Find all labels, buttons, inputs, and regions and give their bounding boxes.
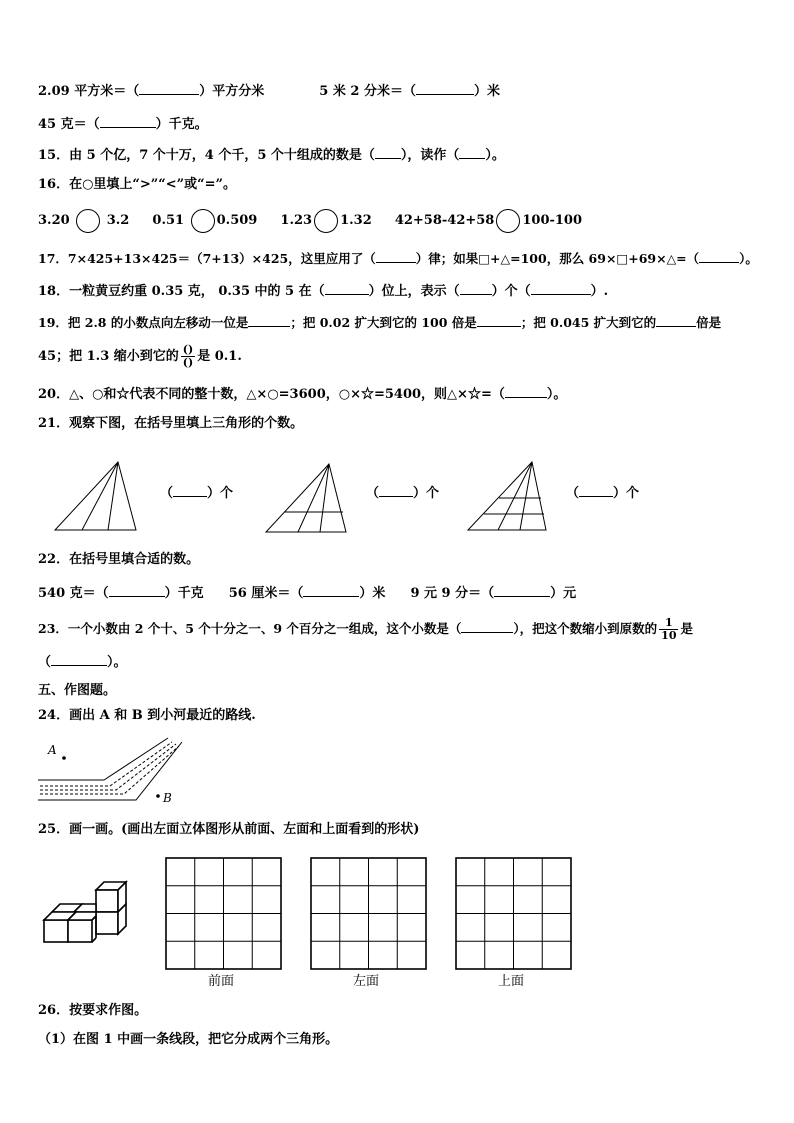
paren-open: （ (366, 486, 380, 501)
q24-prompt-text: 24．画出 A 和 B 到小河最近的路线. (38, 708, 256, 723)
section5-title-text: 五、作图题。 (38, 683, 117, 698)
grid-front[interactable] (165, 857, 283, 972)
q22a-blank[interactable] (109, 582, 165, 597)
q17-text-c: ）。 (739, 251, 758, 266)
triangle-figure-3 (464, 458, 554, 536)
paren-open: （ (566, 486, 580, 501)
q19-text-c: ；把 0.045 扩大到它的 (520, 315, 657, 330)
q16-item: 3.20 (38, 213, 70, 228)
q23-line2 (38, 651, 127, 673)
cube-solid (40, 876, 135, 946)
q15-text-b: ），读作（ (400, 148, 460, 163)
q22b-right: ）米 (359, 586, 386, 601)
q26-sub1-text: （1）在图 1 中画一条线段，把它分成两个三角形。 (38, 1032, 339, 1047)
q21-answer-1 (160, 482, 233, 504)
q15-text-c: ）。 (485, 148, 505, 163)
q14b-blank[interactable] (416, 80, 474, 95)
frac-numerator: () (182, 343, 194, 356)
grid-top-caption: 上面 (498, 974, 525, 989)
q17-text-b: ）律；如果□+△=100，那么 69×□+69×△=（ (415, 251, 700, 266)
q14c-left: 45 克＝（ (38, 117, 100, 132)
q17-text-a: 17．7×425+13×425＝（7+13）×425，这里应用了（ (38, 251, 376, 266)
paren-open: （ (160, 486, 174, 501)
q19-fraction[interactable] (181, 344, 195, 369)
q19-text-b: ；把 0.02 扩大到它的 100 倍是 (290, 315, 477, 330)
q22-prompt-text: 22．在括号里填合适的数。 (38, 552, 200, 567)
q19-line2 (38, 342, 242, 372)
q21-answer-3 (566, 482, 639, 504)
q23-text-a: 23．一个小数由 2 个十、5 个十分之一、9 个百分之一组成，这个小数是（ (38, 621, 462, 636)
q21-unit: 个 (426, 486, 440, 501)
q16-item: 42+58-42+58 (394, 213, 495, 228)
grid-left-caption: 左面 (353, 974, 380, 989)
q22-items (38, 582, 576, 604)
section-title (38, 681, 116, 701)
q21-blank3[interactable] (579, 482, 613, 497)
q22b-left: 56 厘米＝（ (228, 586, 304, 601)
compare-circle[interactable] (496, 209, 520, 233)
q16-items (38, 208, 582, 234)
q22a-right: ）千克 (164, 586, 204, 601)
q14b-right: ）米 (473, 84, 500, 99)
grid-left[interactable] (310, 857, 428, 972)
q23-fraction (659, 617, 678, 642)
q23-blank2[interactable] (51, 651, 107, 666)
q16-item: 100-100 (522, 213, 583, 228)
triangle-figure-2 (262, 460, 352, 536)
q22b-blank[interactable] (303, 582, 359, 597)
q26-sub1 (38, 1030, 338, 1050)
q17-blank2[interactable] (699, 248, 739, 263)
q16-item: 0.51 (152, 213, 185, 228)
q23-text-d: （ (38, 655, 52, 670)
q25-prompt-text: 25．画一画。(画出左面立体图形从前面、左面和上面看到的形状) (38, 822, 420, 837)
river-diagram[interactable] (36, 736, 186, 808)
point-b[interactable] (156, 794, 160, 798)
q14b-left: 5 米 2 分米＝（ (319, 84, 416, 99)
q20 (38, 383, 566, 405)
q25-prompt (38, 820, 419, 840)
q19-blank1[interactable] (248, 312, 290, 327)
q21-prompt-text: 21．观察下图，在括号里填上三角形的个数。 (38, 416, 304, 431)
q20-text-a: 20．△、○和☆代表不同的整十数，△×○=3600，○×☆=5400，则△×☆=（ (38, 387, 505, 402)
q14a-blank[interactable] (139, 80, 199, 95)
q19-line1 (38, 312, 721, 333)
q15-blank1[interactable] (375, 144, 401, 159)
q18-blank1[interactable] (325, 280, 369, 295)
q19-text-e: 45；把 1.3 缩小到它的 (38, 349, 179, 364)
compare-circle[interactable] (191, 209, 215, 233)
q21-blank2[interactable] (379, 482, 413, 497)
q21-prompt (38, 414, 303, 434)
paren-close: ） (207, 486, 221, 501)
frac-denominator: 10 (661, 629, 677, 642)
q21-unit: 个 (626, 486, 640, 501)
point-b-label: B (163, 791, 172, 805)
q17-blank1[interactable] (376, 248, 416, 263)
q19-blank2[interactable] (477, 312, 521, 327)
q14a-left: 2.09 平方米＝（ (38, 84, 140, 99)
q14-line2 (38, 113, 208, 135)
q23-text-b: ），把这个数缩小到原数的 (513, 621, 658, 636)
paren-close: ） (613, 486, 627, 501)
q18-blank2[interactable] (460, 280, 492, 295)
q22-prompt (38, 550, 199, 570)
q14c-blank[interactable] (100, 113, 156, 128)
q21-blank1[interactable] (173, 482, 207, 497)
q19-blank3[interactable] (656, 312, 696, 327)
q26-prompt (38, 1001, 147, 1021)
q18 (38, 280, 608, 302)
compare-circle[interactable] (76, 209, 100, 233)
q22c-blank[interactable] (494, 582, 550, 597)
q19-text-d: 倍是 (696, 315, 722, 330)
q20-blank[interactable] (505, 383, 547, 398)
q21-unit: 个 (220, 486, 234, 501)
q22c-right: ）元 (550, 586, 577, 601)
triangle-figure-1 (40, 458, 140, 536)
q16-prompt (38, 175, 236, 195)
q19-text-a: 19．把 2.8 的小数点向左移动一位是 (38, 315, 249, 330)
q15-blank2[interactable] (459, 144, 485, 159)
q21-answer-2 (366, 482, 439, 504)
q14a-right: ）平方分米 (199, 84, 265, 99)
q16-item: 3.2 (106, 213, 130, 228)
q18-text-a: 18．一粒黄豆约重 0.35 克， 0.35 中的 5 在（ (38, 284, 325, 299)
q23-line1 (38, 614, 693, 644)
q17 (38, 248, 758, 269)
q16-item: 1.23 (280, 213, 313, 228)
q15-text-a: 15．由 5 个亿，7 个十万，4 个千，5 个十组成的数是（ (38, 148, 375, 163)
q16-item: 0.509 (216, 213, 258, 228)
q19-text-f: 是 0.1. (197, 349, 242, 364)
q23-text-c: 是 (680, 621, 693, 636)
q18-text-c: ）个（ (491, 284, 531, 299)
point-a[interactable] (62, 756, 66, 760)
point-a-label: A (48, 743, 57, 757)
grid-top[interactable] (455, 857, 573, 972)
q18-text-b: ）位上，表示（ (368, 284, 460, 299)
q14-line1 (38, 80, 500, 102)
q22a-left: 540 克＝（ (38, 586, 109, 601)
q22c-left: 9 元 9 分＝（ (410, 586, 495, 601)
compare-circle[interactable] (314, 209, 338, 233)
q16-item: 1.32 (340, 213, 372, 228)
q23-text-e: ）。 (107, 655, 127, 670)
q24-prompt (38, 706, 256, 726)
grid-front-caption: 前面 (208, 974, 235, 989)
q16-prompt-text: 16．在○里填上“>”“<”或“=”。 (38, 177, 236, 192)
q26-prompt-text: 26．按要求作图。 (38, 1003, 148, 1018)
q20-text-b: ）。 (546, 387, 567, 402)
q15 (38, 144, 505, 166)
q18-blank3[interactable] (531, 280, 591, 295)
q14c-right: ）千克。 (155, 117, 208, 132)
q23-blank1[interactable] (461, 618, 513, 633)
q18-text-d: ）. (590, 284, 609, 299)
paren-close: ） (413, 486, 427, 501)
frac-numerator: 1 (659, 617, 678, 630)
frac-denominator: () (182, 356, 194, 369)
